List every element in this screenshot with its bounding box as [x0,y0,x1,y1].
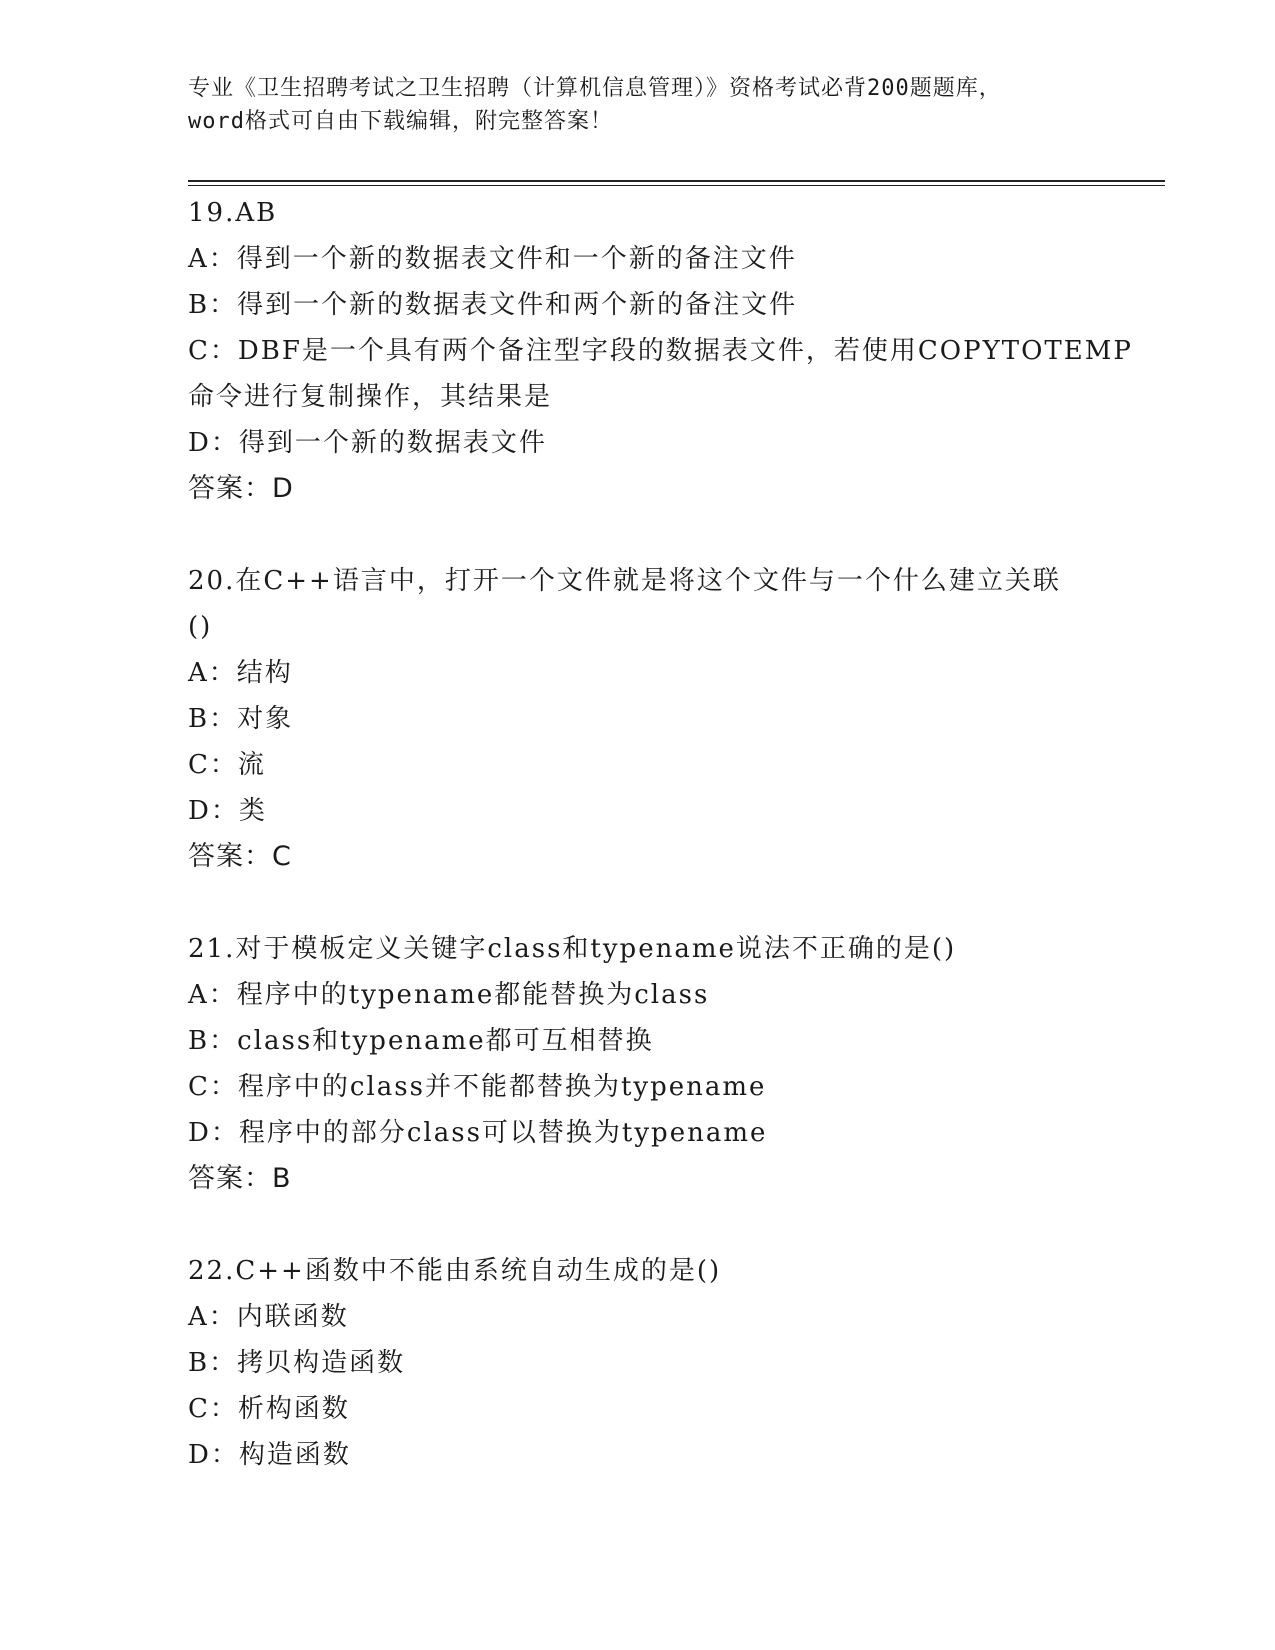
question-22 [188,1248,1088,1478]
question-stem: 22.C++函数中不能由系统自动生成的是() [188,1256,722,1286]
document-header [188,72,1088,138]
question-20 [188,558,1088,880]
answer-line: 答案：D [188,473,294,504]
option-c: C：流 [188,750,266,780]
option-d: D：程序中的部分class可以替换为typename [188,1118,768,1148]
header-line-1: 专业《卫生招聘考试之卫生招聘（计算机信息管理）》资格考试必背200题题库， [188,76,1002,101]
option-d: D：得到一个新的数据表文件 [188,428,547,458]
question-spacer [188,1202,1088,1248]
option-b: B：对象 [188,704,294,734]
option-c: C：析构函数 [188,1394,350,1424]
question-stem: 20.在C++语言中，打开一个文件就是将这个文件与一个什么建立关联 [188,566,1061,596]
option-a: A：程序中的typename都能替换为class [188,980,710,1010]
header-divider-thin [188,185,1165,186]
option-d: D：类 [188,796,267,826]
answer-line: 答案：B [188,1163,292,1194]
option-a: A：得到一个新的数据表文件和一个新的备注文件 [188,244,797,274]
option-b: B：class和typename都可互相替换 [188,1026,654,1056]
question-21 [188,926,1088,1202]
option-a: A：结构 [188,658,293,688]
header-divider-thick [188,180,1165,182]
question-spacer [188,880,1088,926]
option-a: A：内联函数 [188,1302,349,1332]
answer-line: 答案：C [188,841,292,872]
option-b: B：拷贝构造函数 [188,1348,406,1378]
question-stem-continued: () [188,612,213,642]
question-stem: 19.AB [188,198,278,228]
option-c: C：DBF是一个具有两个备注型字段的数据表文件，若使用COPYTOTEMP [188,336,1133,366]
question-list [188,190,1133,1478]
option-c: C：程序中的class并不能都替换为typename [188,1072,767,1102]
question-stem: 21.对于模板定义关键字class和typename说法不正确的是() [188,934,957,964]
option-d: D：构造函数 [188,1440,351,1470]
question-spacer [188,512,1088,558]
question-19 [188,190,1133,512]
option-c-continued: 命令进行复制操作，其结果是 [188,382,553,412]
header-line-2: word格式可自由下载编辑，附完整答案！ [188,109,613,134]
option-b: B：得到一个新的数据表文件和两个新的备注文件 [188,290,798,320]
